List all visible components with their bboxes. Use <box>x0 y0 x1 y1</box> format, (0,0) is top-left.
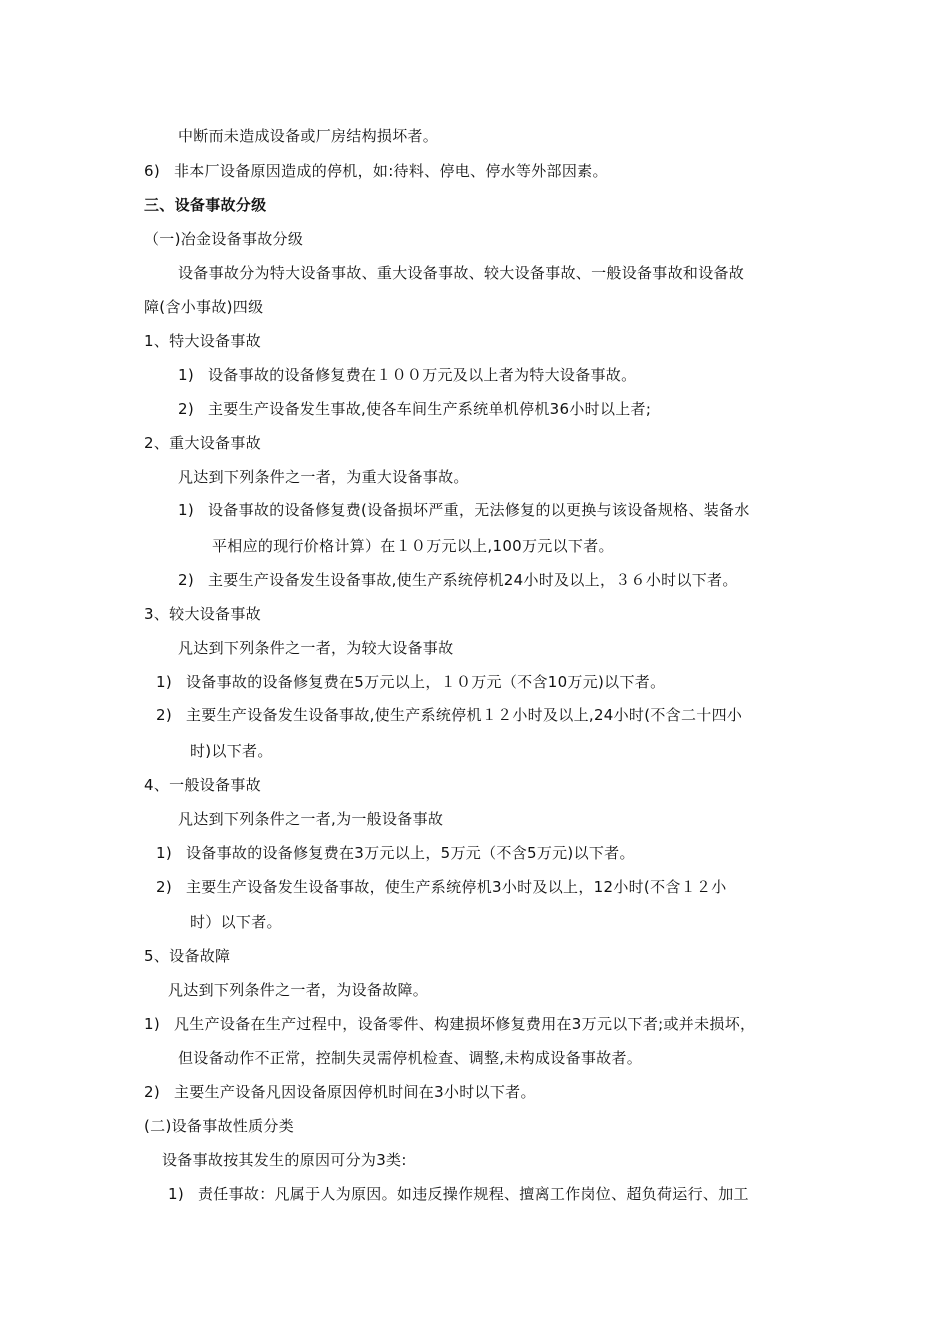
category-heading: 3、较大设备事故 <box>144 605 261 623</box>
section-heading: 三、设备事故分级 <box>144 196 267 214</box>
list-number: 1) <box>178 501 194 519</box>
list-number: 1) <box>178 366 194 384</box>
paragraph-line: 凡达到下列条件之一者，为重大设备事故。 <box>178 468 469 486</box>
subsection-heading: (二)设备事故性质分类 <box>144 1117 295 1135</box>
list-number: 1) <box>144 1015 160 1033</box>
list-number: 2) <box>144 1083 160 1101</box>
list-item: 2) 主要生产设备凡因设备原因停机时间在3小时以下者。 <box>144 1083 536 1101</box>
category-heading: 5、设备故障 <box>144 947 231 965</box>
category-heading: 2、重大设备事故 <box>144 434 261 452</box>
paragraph-line: 凡达到下列条件之一者，为较大设备事故 <box>178 639 454 657</box>
list-item: 1) 设备事故的设备修复费(设备损坏严重，无法修复的以更换与该设备规格、装备水 <box>178 501 750 519</box>
list-item-continuation: 时）以下者。 <box>190 913 282 931</box>
list-item-continuation: 但设备动作不正常，控制失灵需停机检查、调整,未构成设备事故者。 <box>178 1049 643 1067</box>
list-item: 1) 设备事故的设备修复费在5万元以上，１０万元（不含10万元)以下者。 <box>156 673 666 691</box>
list-number: 1) <box>156 673 172 691</box>
list-item: 2) 主要生产设备发生设备事故,使生产系统停机24小时及以上，３６小时以下者。 <box>178 571 738 589</box>
paragraph-line: 设备事故分为特大设备事故、重大设备事故、较大设备事故、一般设备事故和设备故 <box>178 264 745 282</box>
paragraph-line: 凡达到下列条件之一者,为一般设备事故 <box>178 810 444 828</box>
category-heading: 1、特大设备事故 <box>144 332 261 350</box>
list-number: 2) <box>156 706 172 724</box>
list-number: 2) <box>156 878 172 896</box>
paragraph-line: 障(含小事故)四级 <box>144 298 264 316</box>
list-item-continuation: 时)以下者。 <box>190 742 273 760</box>
paragraph-line: 设备事故按其发生的原因可分为3类: <box>162 1151 407 1169</box>
list-number: 1) <box>168 1185 184 1203</box>
paragraph-line: 凡达到下列条件之一者，为设备故障。 <box>168 981 429 999</box>
list-item: 1) 凡生产设备在生产过程中，设备零件、构建损坏修复费用在3万元以下者;或并未损坏， <box>144 1015 756 1033</box>
list-item: 1) 设备事故的设备修复费在3万元以上，5万元（不含5万元)以下者。 <box>156 844 635 862</box>
list-item: 2) 主要生产设备发生设备事故,使生产系统停机１２小时及以上,24小时(不含二十四小 <box>156 706 743 724</box>
list-item-continuation: 平相应的现行价格计算）在１０万元以上,100万元以下者。 <box>212 537 614 555</box>
list-item: 1) 设备事故的设备修复费在１００万元及以上者为特大设备事故。 <box>178 366 637 384</box>
list-number: 2) <box>178 571 194 589</box>
list-item: 2) 主要生产设备发生事故,使各车间生产系统单机停机36小时以上者; <box>178 400 652 418</box>
list-item: 1) 责任事故：凡属于人为原因。如违反操作规程、擅离工作岗位、超负荷运行、加工 <box>168 1185 749 1203</box>
paragraph-line: 中断而未造成设备或厂房结构损坏者。 <box>178 127 439 145</box>
list-item: 2) 主要生产设备发生设备事故，使生产系统停机3小时及以上，12小时(不含１２小 <box>156 878 727 896</box>
list-number: 6) <box>144 162 160 180</box>
subsection-heading: （一)冶金设备事故分级 <box>144 230 304 248</box>
list-number: 1) <box>156 844 172 862</box>
list-item: 6) 非本厂设备原因造成的停机，如:待料、停电、停水等外部因素。 <box>144 162 608 180</box>
category-heading: 4、一般设备事故 <box>144 776 261 794</box>
list-number: 2) <box>178 400 194 418</box>
